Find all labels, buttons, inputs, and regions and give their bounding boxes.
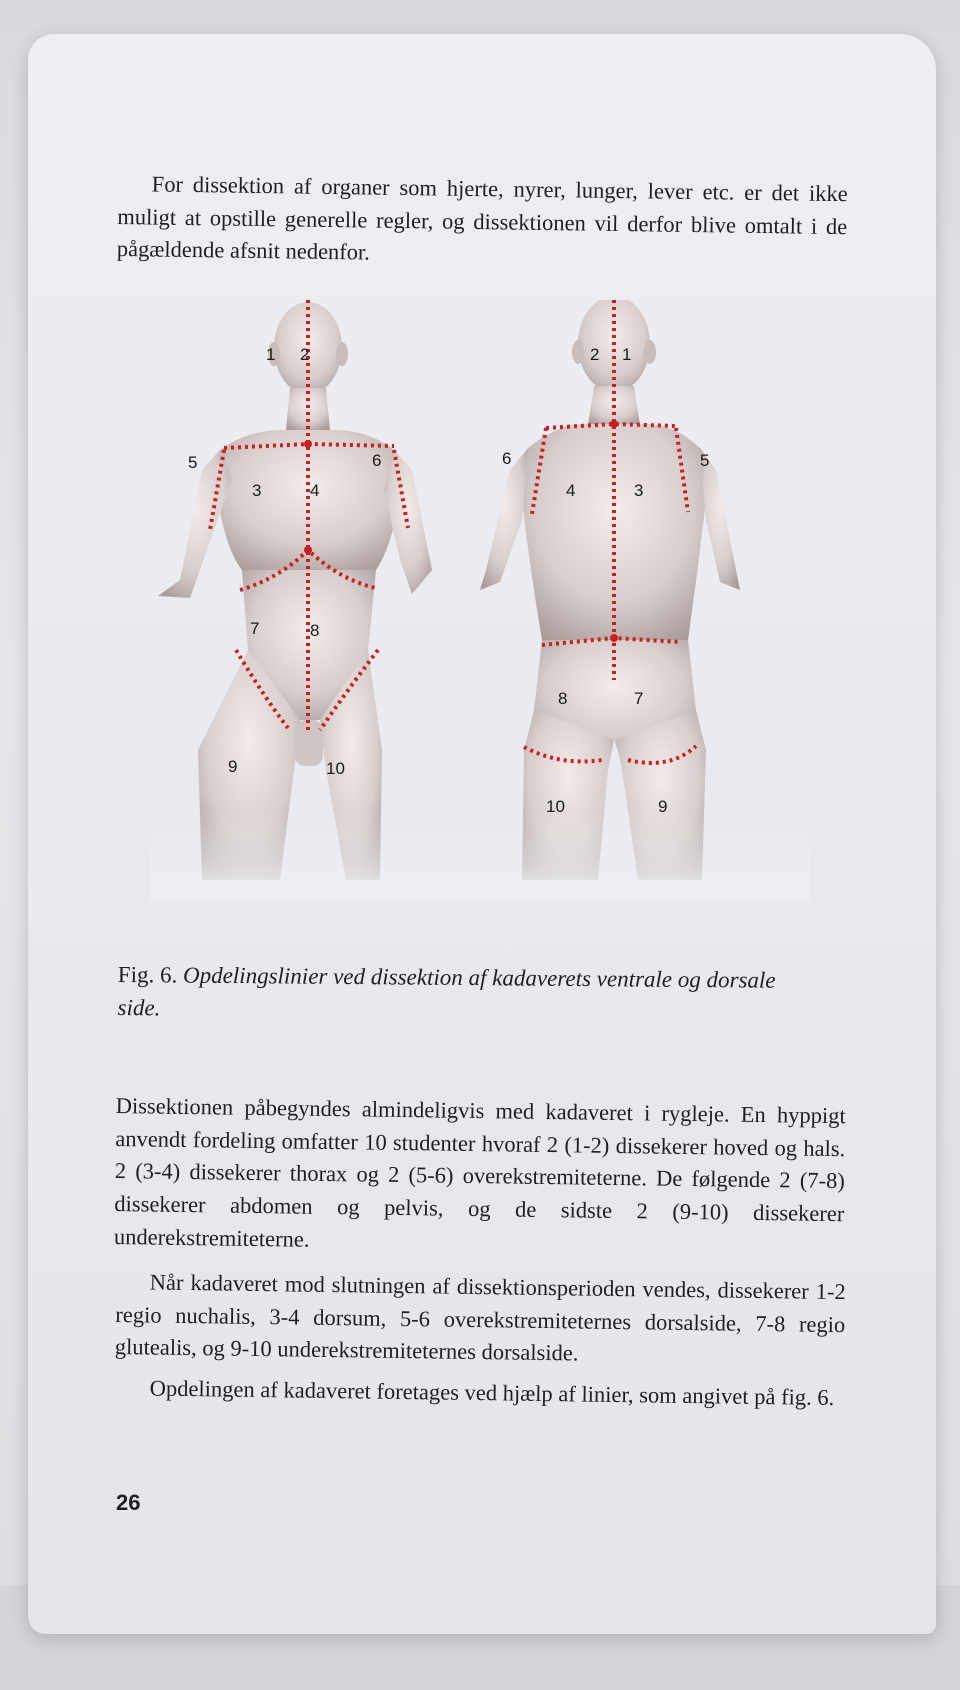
back-label-9: 9	[658, 797, 668, 816]
front-label-8: 8	[310, 621, 320, 640]
back-label-8: 8	[558, 689, 568, 708]
back-label-1: 1	[622, 345, 632, 364]
body-paragraph-2: Når kadaveret mod slutningen af dissektionsperioden vendes, dissekerer 1-2 regio nuchalis, 3-4 dorsum, 5-6 overekstremiteternes dorsalside, 7-8 regio glutealis, og 9-10 underekstremiteternes dorsalside.	[114, 1269, 846, 1366]
front-label-7: 7	[250, 619, 260, 638]
back-label-5: 5	[700, 451, 710, 470]
body-diagram	[150, 300, 810, 940]
back-label-7: 7	[634, 689, 644, 708]
caption-label: Fig. 6.	[117, 961, 178, 988]
back-label-6: 6	[502, 449, 512, 468]
front-label-9: 9	[228, 757, 238, 776]
caption-text: Opdelingslinier ved dissektion af kadaverets ventrale og dorsale side.	[117, 962, 776, 1021]
figure-caption	[117, 958, 818, 1031]
front-label-3: 3	[252, 481, 262, 500]
body-paragraph-1: Dissektionen påbegyndes almindeligvis med kadaveret i rygleje. En hyppigt anvendt fordeling omfatter 10 studenter hvoraf 2 (1-2) dissekerer hoved og hals. 2 (3-4) dissekerer thorax og 2 (5-6) overekstremiteterne. De følgende 2 (7-8) dissekerer abdomen og pelvis, og de sidste 2 (9-10) dissekerer underekstremiteterne.	[113, 1092, 846, 1252]
body-paragraph-3: Opdelingen af kadaveret foretages ved hjælp af linier, som angivet på fig. 6.	[149, 1375, 835, 1411]
page-number: 26	[116, 1490, 141, 1515]
back-label-4: 4	[566, 481, 576, 500]
figure-6	[150, 300, 810, 940]
back-label-10: 10	[546, 797, 565, 816]
back-label-3: 3	[634, 481, 644, 500]
front-label-4: 4	[310, 481, 320, 500]
front-label-1: 1	[266, 345, 276, 364]
front-label-6: 6	[372, 451, 382, 470]
intro-paragraph: For dissektion af organer som hjerte, nyrer, lunger, lever etc. er det ikke muligt at opstille generelle regler, og dissektionen vil derfor blive omtalt i de pågældende afsnit nedenfor.	[116, 171, 848, 265]
front-label-2: 2	[300, 345, 310, 364]
front-label-10: 10	[326, 759, 345, 778]
front-label-5: 5	[188, 453, 198, 472]
back-label-2: 2	[590, 345, 600, 364]
